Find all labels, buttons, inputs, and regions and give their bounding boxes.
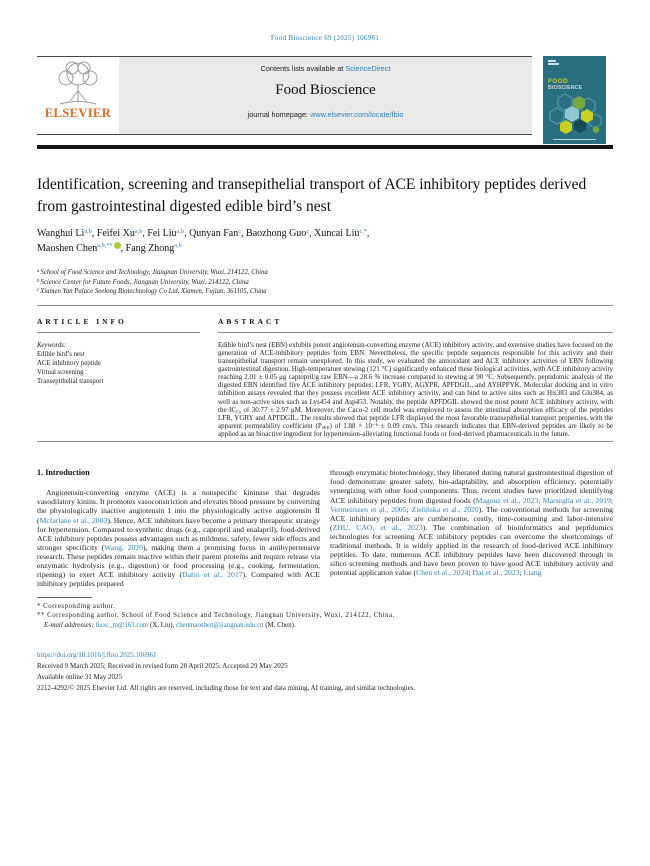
author[interactable]: Qunyan Fan$^c$, bbox=[189, 227, 247, 239]
banner-center bbox=[119, 57, 532, 134]
text-segment: (X. Liu), bbox=[148, 622, 177, 630]
text-segment: ), making them a promising focus in antihypertensive research. These peptides remain inactive within their parent proteins and require release via enzymatic hydrolysis (e.g., digestion) or food processing (e.g., cooking, fermentation, ripening) to exert ACE inhibitory activity ( bbox=[37, 542, 320, 579]
available-online-date: Available online 31 May 2025 bbox=[37, 672, 123, 681]
text-segment: ). Compared with ACE inhibitory peptides prepared bbox=[37, 569, 320, 588]
citation-link[interactable]: Vermeirssen et al., 2005 bbox=[330, 504, 407, 514]
intro-paragraph-left bbox=[37, 488, 320, 588]
journal-citation[interactable]: Food Bioscience 69 (2025) 106961 bbox=[270, 34, 380, 42]
author[interactable]: Baozhong Guo$^c$, bbox=[246, 227, 315, 239]
contents-prefix: Contents lists available at bbox=[260, 64, 346, 73]
abstract-header: ABSTRACT bbox=[218, 316, 283, 326]
publication-info bbox=[37, 650, 613, 694]
cover-volume-text bbox=[548, 60, 559, 66]
intro-right-column bbox=[330, 468, 613, 588]
corresponding-author-note-1: * Corresponding author. bbox=[37, 602, 116, 610]
text-segment: ). Hence, ACE inhibitors have become a primary therapeutic strategy for hypertension. Compared to synthetic drugs (e.g., captopril and enalapril), food-derived ACE inhibitory peptides possess advantages such as mildness, safety, fewer side effects and stronger specificity ( bbox=[37, 515, 320, 552]
author[interactable]: Feifei Xu$^{a,b}$, bbox=[96, 227, 148, 239]
sciencedirect-link[interactable]: ScienceDirect bbox=[345, 64, 391, 73]
text-segment: ; bbox=[519, 567, 524, 577]
affiliation-list bbox=[37, 269, 613, 298]
contents-line bbox=[119, 64, 532, 73]
text-segment: ). The combination of bioinformatics and peptidomics technologies for screening ACE inhibitory peptides can overcome the shortcomings of traditional methods. It is widely applied in the research of food-derived ACE inhibitory peptides. To date, numerous ACE inhibitory peptides have been discovered through in silico screening methods and have been proven to have good ACE inhibitory activity and potential application value ( bbox=[330, 522, 613, 577]
article-title: Identification, screening and transepithelial transport of ACE inhibitory peptides derived from gastrointestinal digested edible bird’s nest bbox=[37, 176, 587, 215]
journal-title: Food Bioscience bbox=[275, 82, 376, 98]
keywords-label: Keywords: bbox=[37, 341, 67, 349]
info-abstract-section bbox=[37, 317, 613, 439]
author[interactable]: Fei Liu$^{a,b}$, bbox=[147, 227, 190, 239]
journal-banner bbox=[37, 56, 532, 135]
intro-heading: 1. Introduction bbox=[37, 468, 90, 478]
affiliation: $^a$School of Food Science and Technology, Jiangnan University, Wuxi, 214122, China bbox=[37, 269, 268, 276]
citation-link[interactable]: Daliri et al., 2017 bbox=[182, 569, 243, 579]
cover-title-food: FOOD bbox=[548, 78, 568, 85]
citation-link[interactable]: liuxc_m@163.com bbox=[95, 622, 149, 630]
journal-header bbox=[37, 56, 613, 144]
article-info-header: ARTICLE INFO bbox=[37, 316, 127, 326]
text-segment: ; bbox=[406, 504, 412, 514]
journal-cover-thumbnail[interactable] bbox=[543, 56, 606, 144]
text-segment: Angiotensin-converting enzyme (ACE) is a nonspecific kininase that degrades vasodilatory kinins. It promotes vasoconstriction and elevates blood pressure by converting the physiologically inactive angiotensin I into the physiologically active angiotensin II ( bbox=[37, 488, 320, 525]
section-divider bbox=[37, 441, 613, 442]
text-segment: ; bbox=[538, 495, 543, 505]
homepage-prefix: journal homepage: bbox=[247, 110, 311, 119]
keyword-item: Virtual screening bbox=[37, 368, 84, 376]
text-segment: (M. Chen). bbox=[263, 622, 296, 630]
email-addresses-line bbox=[37, 621, 613, 631]
author[interactable]: Maoshen Chen$^{a,b,**}$ , bbox=[37, 242, 126, 254]
section-divider bbox=[37, 305, 613, 306]
keyword-item: Transepithelial transport bbox=[37, 377, 104, 385]
elsevier-tree-icon bbox=[50, 60, 106, 108]
text-segment: through enzymatic biotechnology, they liberated during natural gastrointestinal digestion of food demonstrate greater safety, bio-adaptability, and absorption efficiency, potentially synergizing with other food components. Thus, recent studies have prioritized identifying ACE inhibitory peptides from digested foods ( bbox=[330, 468, 613, 505]
cover-title-bioscience: BIOSCIENCE bbox=[548, 85, 583, 91]
cover-footer-text bbox=[553, 139, 596, 141]
citation-link[interactable]: Mcfarlane et al., 2003 bbox=[39, 515, 108, 525]
footnotes bbox=[37, 602, 613, 631]
author[interactable]: Wanghui Li$^{a,b}$, bbox=[37, 227, 97, 239]
text-segment: E-mail addresses: bbox=[44, 622, 96, 630]
cover-hexagon-art bbox=[543, 92, 606, 136]
intro-left-column bbox=[37, 468, 320, 588]
abstract-column bbox=[218, 317, 613, 439]
citation-link[interactable]: Liang bbox=[523, 567, 542, 577]
citation-link[interactable]: Chen et al., 2024 bbox=[416, 567, 469, 577]
journal-homepage-link[interactable]: www.elsevier.com/locate/fbio bbox=[310, 110, 404, 119]
keyword-item: Edible bird’s nest bbox=[37, 350, 85, 358]
orcid-icon[interactable] bbox=[114, 242, 121, 249]
text-segment: ; bbox=[468, 567, 473, 577]
text-segment: ; bbox=[610, 495, 613, 505]
header-divider-bar bbox=[37, 145, 613, 149]
citation-link[interactable]: Magouz et al., 2023 bbox=[475, 495, 539, 505]
citation-link[interactable]: chenmaoshen@jiangnan.edu.cn bbox=[176, 622, 264, 630]
abstract-text: Edible bird’s nest (EBN) exhibits potent angiotensin-converting enzyme (ACE) inhibitory activity, and extensive studies have focused on the generation of ACE-inhibitory peptides from EBN. Nevertheless, the specific peptide sequences responsible for this activity and their transepithelial transport remain unexplored. In this study, we evaluated the antioxidant and ACE inhibitory activities of EBN following gastrointestinal digestion. High-temperature stewing (121 °C) significantly enhanced these biological activities, with ACE inhibitory activity reaching 2.01 ± 0.05 μg captopril/g raw EBN—a 28.6 % increase compared to stewing at 90 °C. Subsequently, peptidomic analysis of the digested EBN identified five ACE inhibitory peptides: LFR, YGRY, AGYPR, APFDGIL, and AYHPPYK. Molecular docking and in vitro inhibition assays revealed that they possess excellent ACE inhibitory activity, and can bind to active sites such as His383 and Glu384, as well as non-active sites such as Lys454 and Asp453. Notably, the peptide APFDGIL showed the most potent ACE inhibitory activity, with the IC₅₀ of 30.77 ± 2.97 μM. Moreover, the Caco-2 cell model was employed to assess the intestinal absorption efficacy of the peptides LFR, YGRY and APFDGIL. The results showed that peptide LFR displayed the most favorable transepithelial transport properties, with the apparent permeability coefficient (Pₐₚₚ) of 1.88 × 10⁻⁶ ± 0.09 cm/s. This research indicates that EBN-derived peptides are likely to be applied as an bioactive ingredient for hypertension-alleviating functional foods or food-derived pharmaceuticals in the future. bbox=[218, 340, 613, 439]
text-segment: ). The conventional methods for screening ACE inhibitory peptides are cumbersome, costly, time-consuming and labor-intensive ( bbox=[330, 504, 614, 532]
author[interactable]: Xuncai Liu$^{c,*}$, bbox=[314, 227, 370, 239]
divider bbox=[218, 332, 613, 333]
intro-paragraph-right bbox=[330, 468, 613, 577]
doi-link[interactable]: https://doi.org/10.1016/j.fbio.2025.106961 bbox=[37, 650, 157, 659]
affiliation: $^c$Xiamen Yan Palace Seelong Biotechnology Co Ltd, Xiamen, Fujian, 361105, China bbox=[37, 288, 267, 295]
homepage-line bbox=[119, 110, 532, 119]
citation-link[interactable]: Marseglia et al., 2019 bbox=[542, 495, 611, 505]
footnote-divider bbox=[37, 597, 92, 598]
citation-link[interactable]: Dai et al., 2023 bbox=[472, 567, 520, 577]
corresponding-author-note-2: ** Corresponding author. School of Food Science and Technology, Jiangnan University, Wuxi, 214122, China. bbox=[37, 612, 395, 620]
article-info-column bbox=[37, 317, 200, 439]
elsevier-logo[interactable] bbox=[37, 57, 119, 134]
citation-link[interactable]: Wang, 2020 bbox=[104, 542, 143, 552]
elsevier-wordmark: ELSEVIER bbox=[44, 106, 112, 120]
citation-link[interactable]: Zielińska et al., 2020 bbox=[411, 504, 479, 514]
divider bbox=[37, 332, 200, 333]
author-list bbox=[37, 227, 613, 256]
author[interactable]: Fang Zhong$^{a,b}$ bbox=[125, 242, 182, 254]
keyword-item: ACE inhibitory peptide bbox=[37, 359, 101, 367]
affiliation: $^b$Science Center for Future Foods, Jiangnan University, Wuxi, 214122, China bbox=[37, 278, 249, 286]
received-dates: Received 9 March 2025; Received in revised form 28 April 2025; Accepted 29 May 2025 bbox=[37, 661, 288, 670]
copyright-line: 2212-4292/© 2025 Elsevier Ltd. All rights are reserved, including those for text and data mining, AI training, and similar technologies. bbox=[37, 683, 416, 692]
citation-link[interactable]: ZHU, CAO, et al., 2023 bbox=[332, 522, 423, 532]
introduction-section bbox=[37, 468, 613, 588]
